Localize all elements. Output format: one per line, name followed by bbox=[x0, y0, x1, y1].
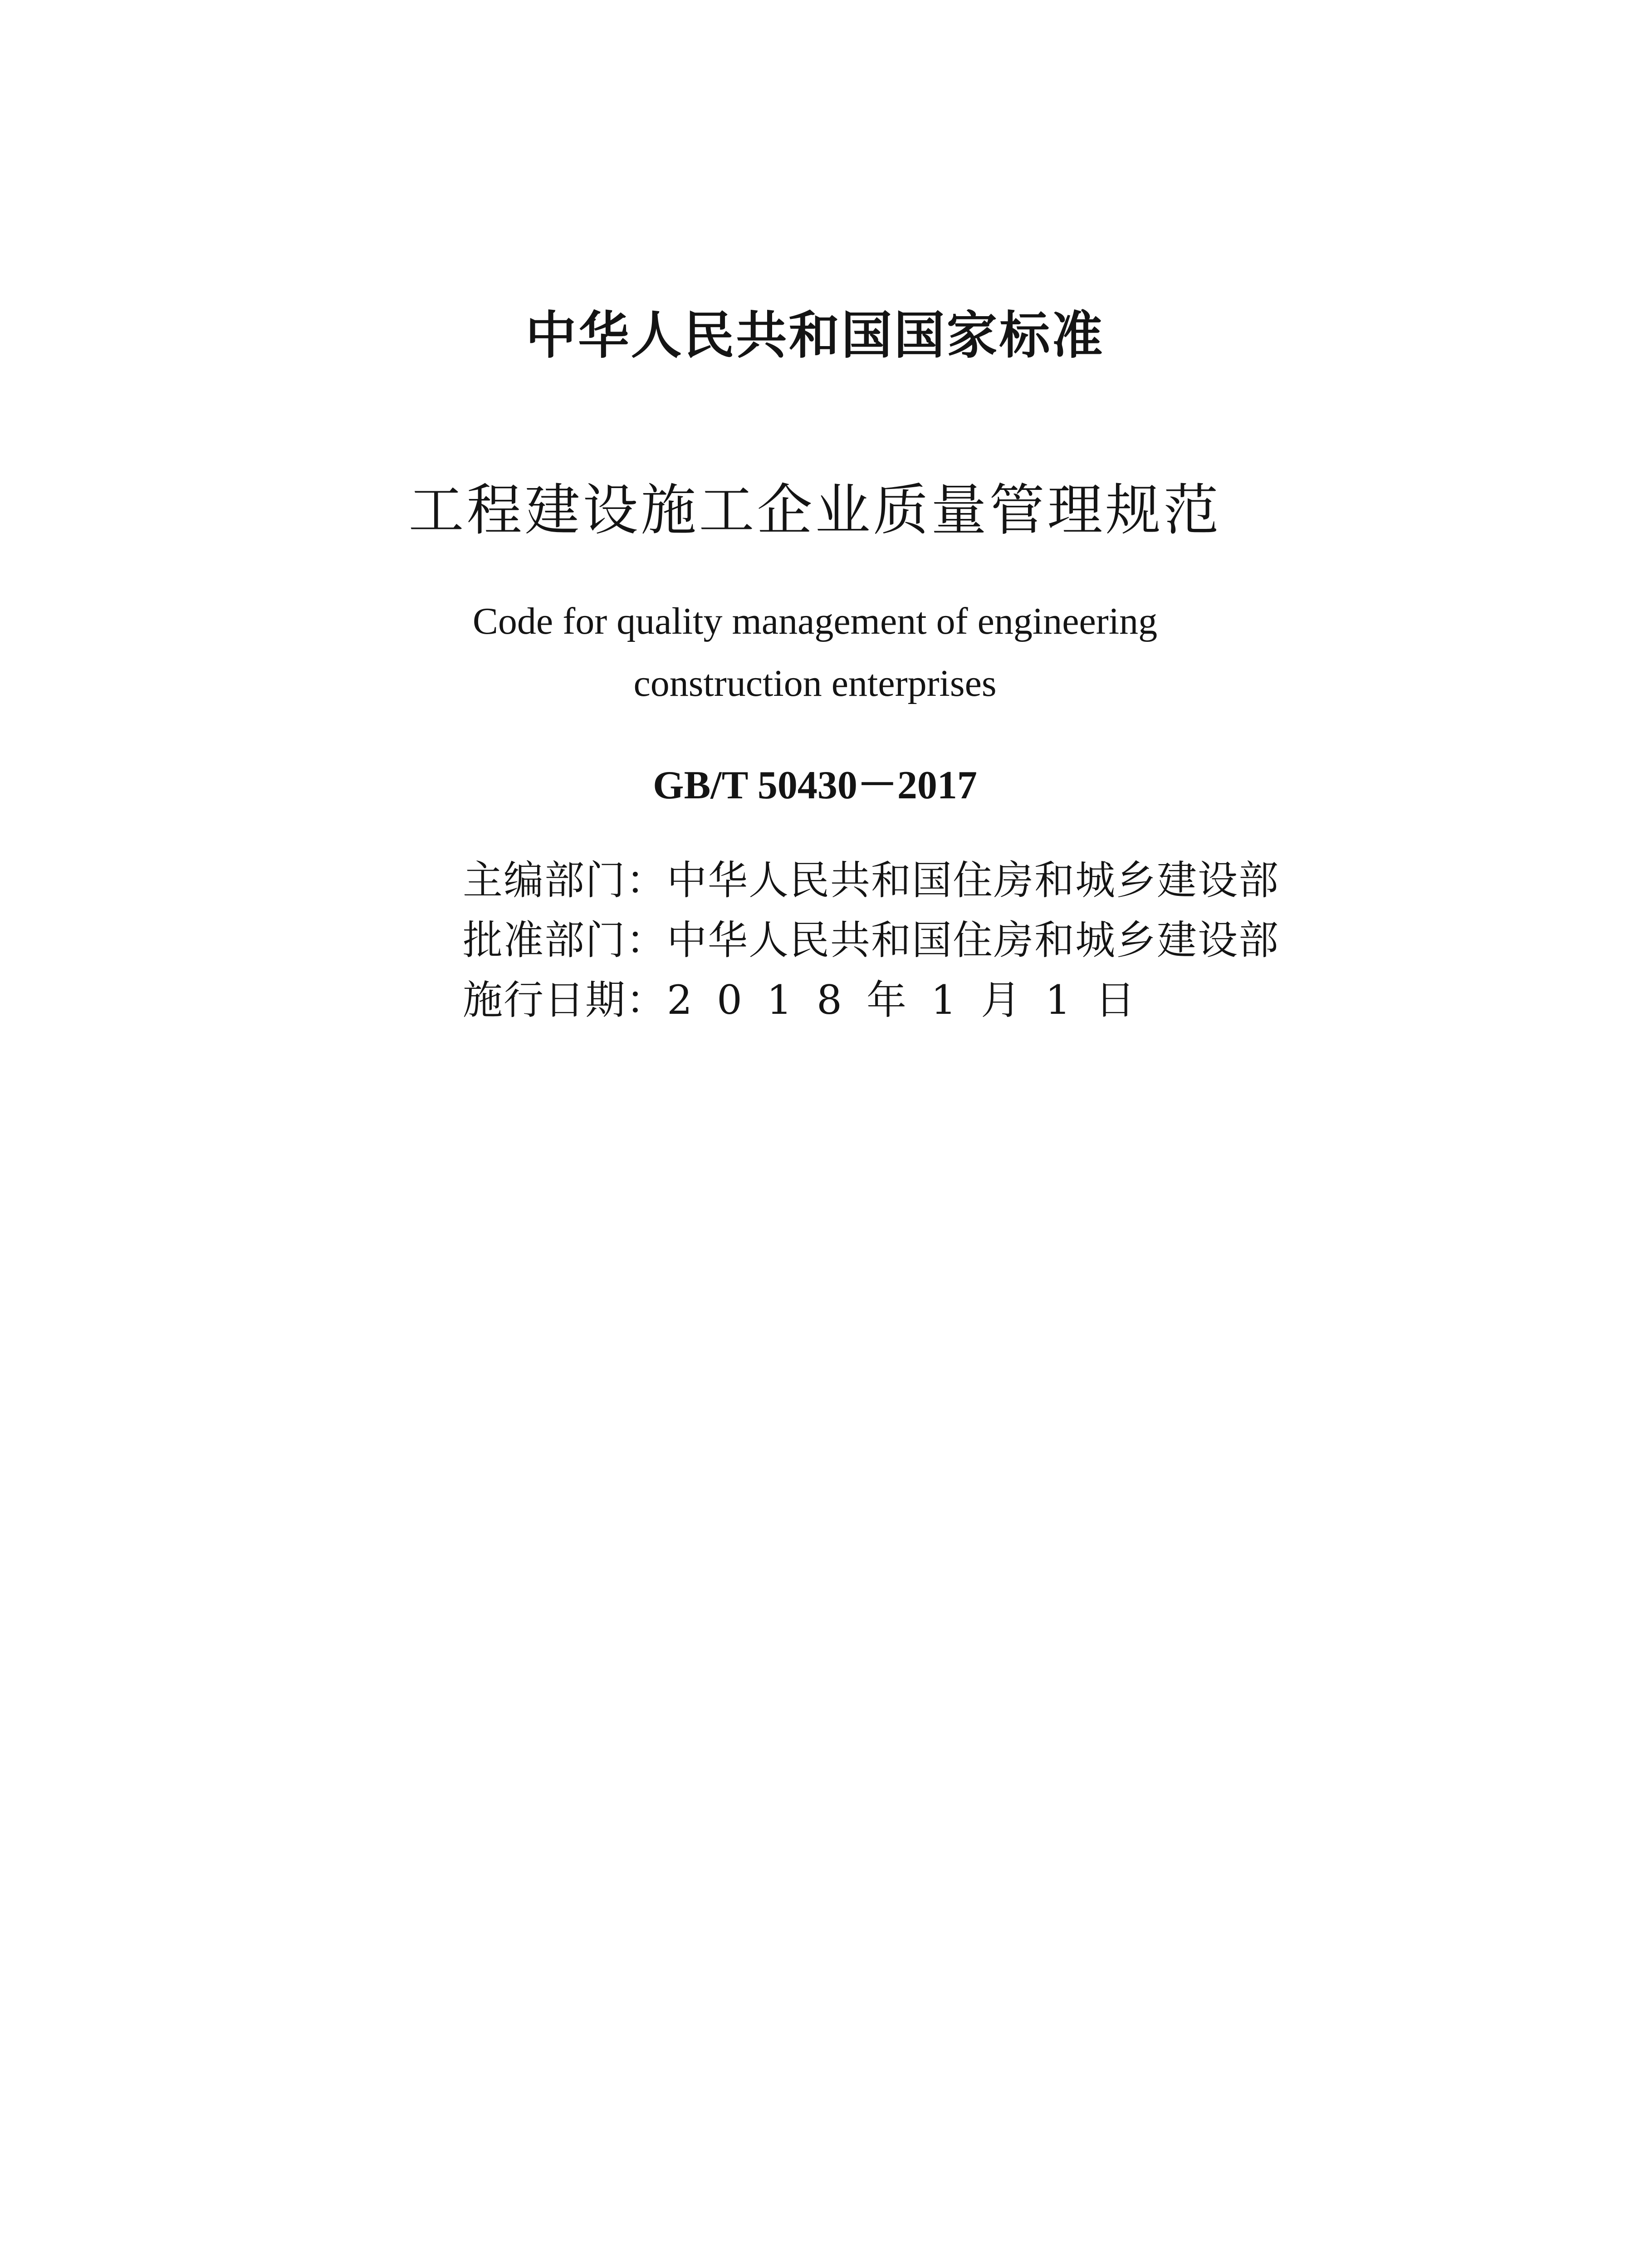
approver-row bbox=[463, 910, 1316, 970]
editor-value: 中华人民共和国住房和城乡建设部 bbox=[667, 857, 1280, 904]
editor-row bbox=[463, 850, 1316, 910]
effective-date-value: 2018年1月1日 bbox=[667, 977, 1160, 1023]
approver-value: 中华人民共和国住房和城乡建设部 bbox=[667, 917, 1280, 963]
effective-date-row bbox=[463, 970, 1316, 1030]
title-english-line-1: Code for quality management of engineering bbox=[472, 600, 1158, 642]
title-chinese: 工程建设施工企业质量管理规范 bbox=[408, 478, 1222, 543]
title-english-line-2: construction enterprises bbox=[633, 662, 997, 704]
editor-label: 主编部门： bbox=[463, 857, 667, 904]
standard-number: GB/T 50430－2017 bbox=[653, 763, 977, 807]
publication-info bbox=[463, 850, 1316, 1030]
approver-label: 批准部门： bbox=[463, 917, 667, 963]
effective-date-label: 施行日期： bbox=[463, 977, 667, 1023]
standard-heading: 中华人民共和国国家标准 bbox=[525, 306, 1105, 365]
